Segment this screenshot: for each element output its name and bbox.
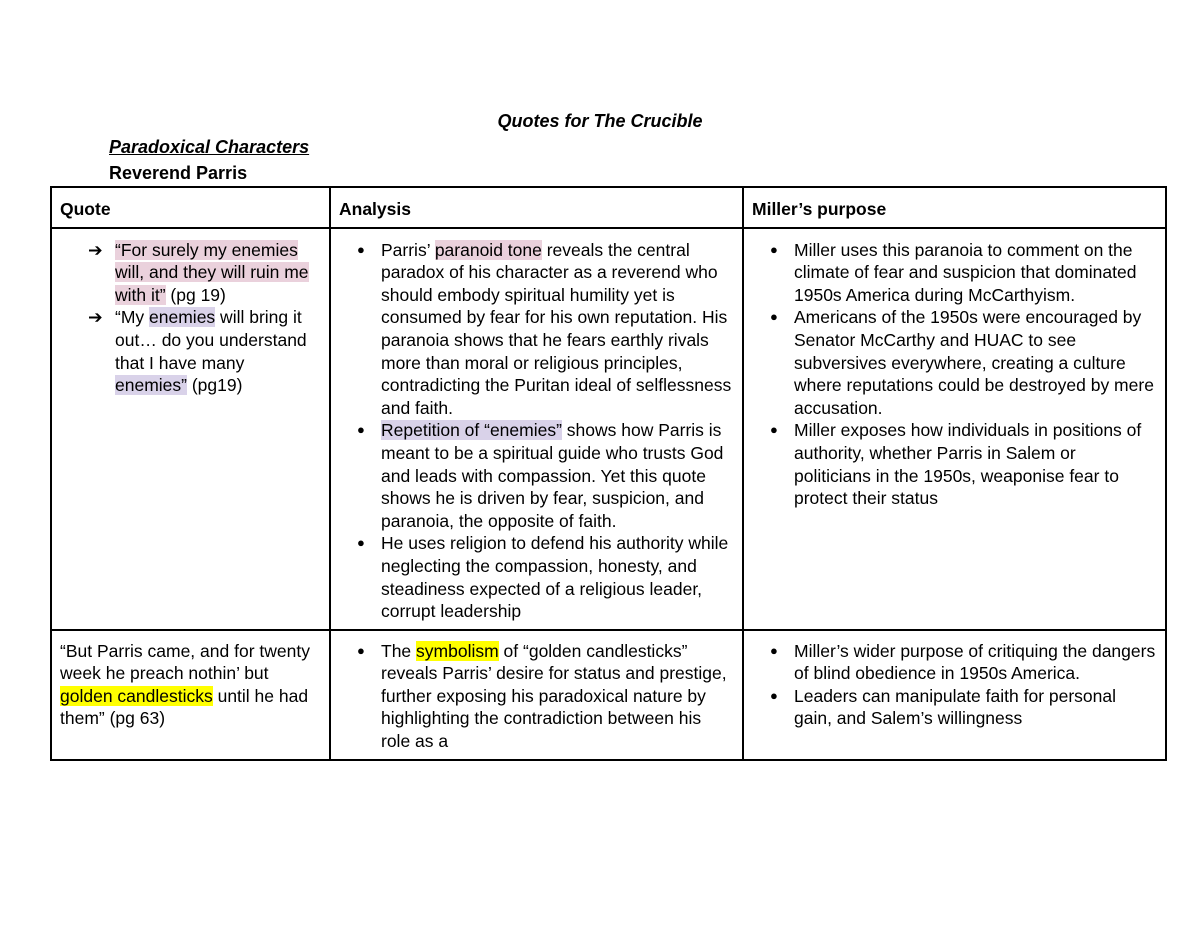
list-item	[339, 419, 734, 532]
table-row	[51, 630, 1166, 760]
analysis-list	[339, 640, 734, 753]
quote-text: “But Parris came, and for twenty week he preach nothin’ but	[60, 640, 310, 684]
bullet-icon: ●	[770, 687, 778, 703]
purpose-text: Americans of the 1950s were encouraged by Senator McCarthy and HUAC to see subversives everywhere, creating a culture where reputations could be destroyed by mere accusation.	[794, 307, 1154, 418]
analysis-text: shows how Parris is meant to be a spiritual guide who trusts God and leads with compassion. Yet this quote shows he is driven by fear, suspicion, and paranoia, the opposite of faith.	[381, 420, 724, 531]
list-item	[752, 640, 1157, 685]
bullet-icon: ●	[357, 241, 365, 257]
list-item	[752, 239, 1157, 307]
page-reference: (pg19)	[186, 375, 243, 396]
highlighted-word: enemies”	[115, 375, 187, 396]
bullet-icon: ●	[357, 422, 365, 438]
highlighted-word: symbolism	[416, 640, 499, 661]
table-row	[51, 228, 1166, 630]
bullet-icon: ●	[770, 642, 778, 658]
bullet-icon: ●	[770, 309, 778, 325]
list-item	[339, 532, 734, 622]
analysis-text: The	[381, 640, 417, 661]
list-item	[752, 306, 1157, 419]
highlighted-phrase: Repetition of “enemies”	[381, 420, 562, 441]
page-title: Quotes for The Crucible	[497, 111, 703, 131]
arrow-icon: ➔	[88, 307, 103, 328]
header-purpose: Miller’s purpose	[743, 187, 1166, 228]
highlighted-quote: “For surely my enemies will, and they will ruin me with it”	[115, 239, 309, 305]
header-analysis: Analysis	[330, 187, 743, 228]
subsection-title: Reverend Parris	[109, 163, 248, 183]
arrow-icon: ➔	[88, 239, 103, 260]
analysis-text: Parris’	[381, 239, 435, 260]
page-reference: (pg 19)	[165, 284, 226, 305]
table-header-row	[51, 187, 1166, 228]
purpose-text: Leaders can manipulate faith for personal gain, and Salem’s willingness	[794, 685, 1117, 729]
bullet-icon: ●	[357, 642, 365, 658]
analysis-text: reveals the central paradox of his character as a reverend who should embody spiritual humility yet is consumed by fear for his own reputation. His paranoia shows that he fears earthly rivals more than moral or religious principles, contradicting the Puritan ideal of selflessness and faith.	[381, 239, 732, 418]
header-quote: Quote	[51, 187, 330, 228]
highlighted-phrase: golden candlesticks	[60, 685, 213, 706]
list-item	[752, 685, 1157, 730]
purpose-cell	[743, 630, 1166, 760]
highlighted-word: enemies	[149, 307, 216, 328]
list-item	[339, 239, 734, 420]
bullet-icon: ●	[770, 241, 778, 257]
quote-list	[60, 239, 321, 397]
purpose-list	[752, 239, 1157, 510]
list-item	[752, 419, 1157, 509]
bullet-icon: ●	[770, 422, 778, 438]
quote-text: “My	[115, 307, 150, 328]
quote-cell	[51, 228, 330, 630]
analysis-cell	[330, 228, 743, 630]
analysis-list	[339, 239, 734, 623]
analysis-cell	[330, 630, 743, 760]
quotes-table	[50, 186, 1167, 761]
highlighted-phrase: paranoid tone	[434, 239, 542, 260]
quote-text: will bring it out… do you understand that I have many	[115, 307, 307, 373]
list-item	[60, 239, 321, 307]
bullet-icon: ●	[357, 535, 365, 551]
purpose-list	[752, 640, 1157, 730]
section-title: Paradoxical Characters	[109, 137, 310, 157]
purpose-cell	[743, 228, 1166, 630]
purpose-text: Miller’s wider purpose of critiquing the dangers of blind obedience in 1950s America.	[794, 640, 1156, 684]
list-item	[339, 640, 734, 753]
quote-cell	[51, 630, 330, 760]
quote-text: until he had them” (pg 63)	[60, 685, 309, 729]
purpose-text: Miller uses this paranoia to comment on the climate of fear and suspicion that dominated 1950s America during McCarthyism.	[794, 239, 1137, 305]
analysis-text: of “golden candlesticks” reveals Parris’ desire for status and prestige, further exposing his paradoxical nature by highlighting the contradiction between his role as a	[381, 640, 727, 752]
purpose-text: Miller exposes how individuals in positions of authority, whether Parris in Salem or politicians in the 1950s, weaponise fear to protect their status	[794, 420, 1142, 509]
analysis-text: He uses religion to defend his authority while neglecting the compassion, honesty, and steadiness expected of a religious leader, corrupt leadership	[381, 533, 729, 622]
list-item	[60, 306, 321, 396]
